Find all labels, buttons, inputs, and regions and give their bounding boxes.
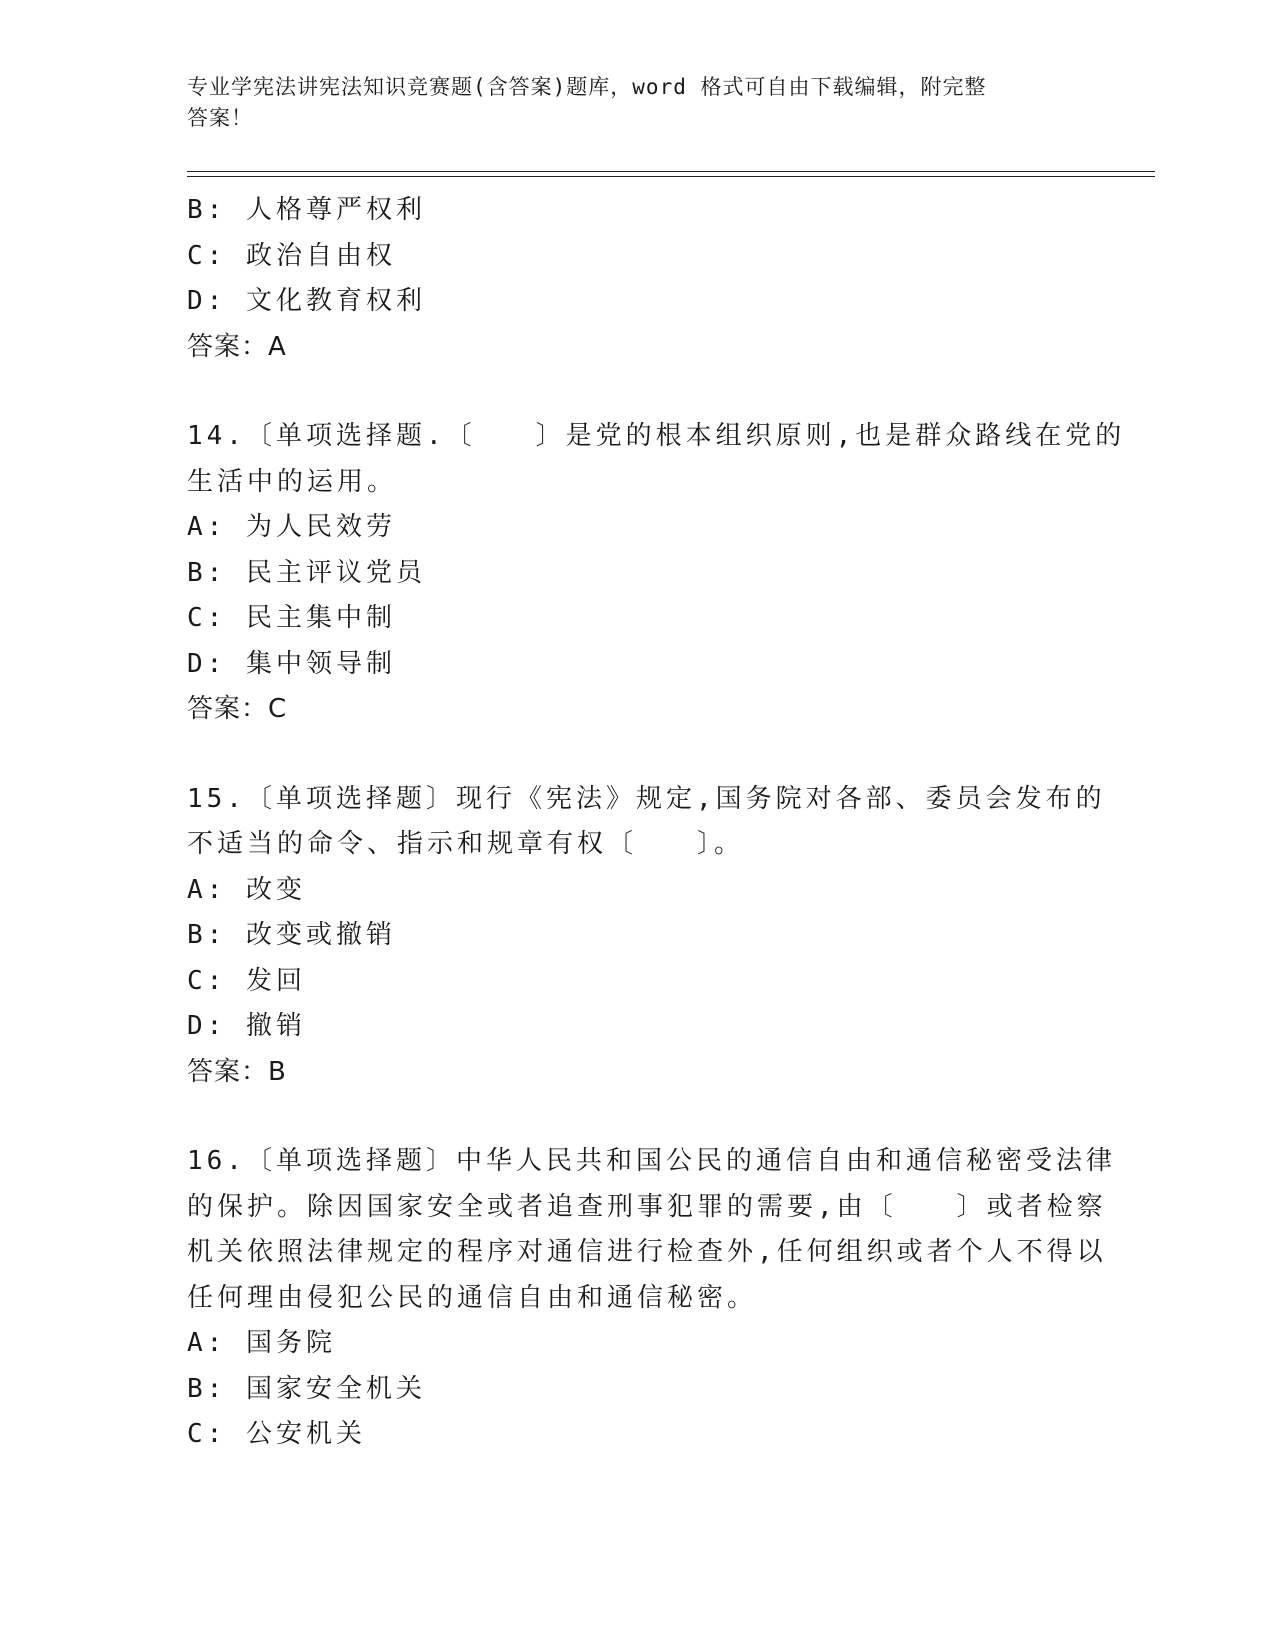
answer: 答案：C — [187, 694, 288, 724]
question-text-line: 任何理由侵犯公民的通信自由和通信秘密。 — [187, 1282, 758, 1313]
question-15 — [187, 777, 1106, 1096]
document-header — [187, 72, 1067, 134]
option-a: A: 改变 — [187, 874, 306, 905]
spacer — [187, 1095, 1087, 1139]
answer: 答案：B — [187, 1056, 287, 1087]
question-text-line: 生活中的运用。 — [187, 466, 398, 497]
question-text-line: 14.〔单项选择题.〔 〕是党的根本组织原则,也是群众路线在党的 — [187, 421, 1126, 451]
option-c: C: 政治自由权 — [187, 240, 396, 271]
option-a: A: 为人民效劳 — [187, 512, 396, 542]
question-text-line: 不适当的命令、指示和规章有权〔 〕。 — [187, 829, 745, 859]
header-line-1: 专业学宪法讲宪法知识竞赛题(含答案)题库，word 格式可自由下载编辑，附完整 — [187, 75, 987, 99]
spacer — [187, 370, 1087, 414]
option-c: C: 发回 — [187, 965, 306, 996]
option-d: D: 集中领导制 — [187, 648, 396, 679]
question-list — [187, 188, 1126, 1458]
question-text-line: 15.〔单项选择题〕现行《宪法》规定,国务院对各部、委员会发布的 — [187, 783, 1106, 814]
header-rule-bottom — [187, 176, 1155, 177]
option-b: B: 人格尊严权利 — [187, 195, 426, 225]
prev-question — [187, 188, 1087, 370]
spacer — [187, 733, 1087, 777]
answer: 答案：A — [187, 331, 287, 362]
option-c: C: 公安机关 — [187, 1419, 366, 1449]
header-line-2: 答案！ — [187, 106, 253, 130]
question-16 — [187, 1139, 1116, 1458]
option-c: C: 民主集中制 — [187, 603, 396, 633]
question-14 — [187, 414, 1126, 733]
option-b: B: 民主评议党员 — [187, 557, 426, 588]
question-text-line: 16.〔单项选择题〕中华人民共和国公民的通信自由和通信秘密受法律 — [187, 1146, 1116, 1176]
option-a: A: 国务院 — [187, 1328, 336, 1358]
question-text-line: 的保护。除因国家安全或者追查刑事犯罪的需要,由〔 〕或者检察 — [187, 1191, 1107, 1222]
option-d: D: 撤销 — [187, 1011, 306, 1041]
option-b: B: 改变或撤销 — [187, 920, 396, 950]
header-rule-top — [187, 171, 1155, 172]
option-b: B: 国家安全机关 — [187, 1373, 426, 1404]
option-d: D: 文化教育权利 — [187, 286, 426, 316]
question-text-line: 机关依照法律规定的程序对通信进行检查外,任何组织或者个人不得以 — [187, 1237, 1107, 1267]
